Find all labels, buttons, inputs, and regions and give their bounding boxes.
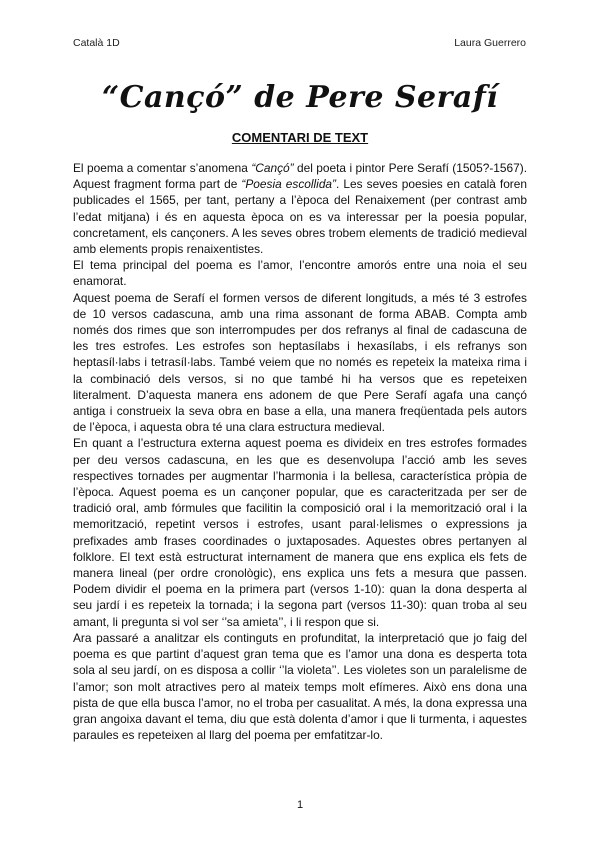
intro-text-2: del poeta i pintor Pere Serafí (1505?-1567). Aquest fragment forma part de: [73, 161, 527, 192]
header-author: Laura Guerrero: [454, 37, 526, 49]
document-title: “Cançó” de Pere Serafí: [101, 80, 499, 115]
paragraph-metrics: Aquest poema de Serafí el formen versos de diferent longituds, a més té 3 estrofes de 10 versos cadascuna, amb una rima assonant de forma ABAB. Compta amb només dos rimes que son interrompudes per dos refranys al final de cadascuna de les tres estrofes. Les estrofes son heptasílabs i hexasílabs, i els refranys son heptasíl·labs i tetrasíl·labs. També veiem que no només es repeteix la mateixa rima i la combinació dels versos, si no que també hi ha versos que es repeteixen literalment. D’aquesta manera ens adonem de que Pere Serafí agafa una cançó antiga i construeix la seva obra en base a ella, una manera freqüentada pels autors de l’època, i aquesta obra té una clara estructura medieval.: [73, 290, 527, 435]
intro-text-3: . Les seves poesies en català foren publicades el 1565, per tant, pertany a l’època del Renaixement (per contrast amb l’edat mitjana) i és en aquesta època on es va interessar per la poesia popular, concretament, els cançoners. A les seves obres trobem elements de tradició medieval amb elements propis renaixentistes.: [73, 177, 527, 257]
paragraph-analysis: Ara passaré a analitzar els continguts en profunditat, la interpretació que jo faig del poema es que partint d’aquest gran tema que es l’amor una dona es desperta tota sola al seu jardí, on es disposa a collir ‘’la violeta’’. Les violetes son un paralelisme de l’amor; son molt atractives pero al mateix temps molt efímeres. Això ens dona una pista de que ella busca l’amor, no el troba per casualitat. A més, la dona expressa una gran angoixa davant el tema, diu que està dolenta d’amor i que li turmenta, i aquestes paraules es repeteixen al llarg del poema per emfatitzar-lo.: [73, 630, 527, 743]
intro-text-1: El poema a comentar s’anomena: [73, 161, 252, 175]
paragraph-theme: El tema principal del poema es l’amor, l’encontre amorós entre una noia el seu enamorat.: [73, 258, 527, 289]
header-course: Català 1D: [73, 37, 120, 49]
book-title-italic: “Poesia escollida”: [241, 177, 337, 192]
document-body: [73, 160, 527, 743]
paragraph-structure: En quant a l’estructura externa aquest poema es divideix en tres estrofes formades per deu versos cadascuna, en les que es desenvolupa l’acció amb les seves respectives tornades per augmentar l’harmonia i la bellesa, característica pròpia de l’època. Aquest poema es un cançoner popular, que es caracteritzada per ser de tradició oral, amb fórmules que facilitin la composició oral i la memorització oral i la memorització, repetint versos i estrofes, usant paral·lelismes o expressions ja prefixades amb frases coordinades o juxtaposades. Aquestes obres pertanyen al folklore. El text està estructurat internament de manera que ens explica els fets de manera lineal (per ordre cronològic), ens explica uns fets a mesura que passen. Podem dividir el poema en la primera part (versos 1-10): quan la dona desperta al seu jardí i es repeteix la tornada; i la segona part (versos 11-30): quan troba al seu amant, li pregunta si vol ser ‘’sa amieta’’, i li respon que si.: [73, 436, 527, 629]
poem-title-italic: “Cançó”: [251, 161, 294, 175]
document-subtitle: COMENTARI DE TEXT: [231, 130, 369, 145]
paragraph-intro: [73, 160, 527, 257]
page-number: 1: [296, 799, 304, 811]
